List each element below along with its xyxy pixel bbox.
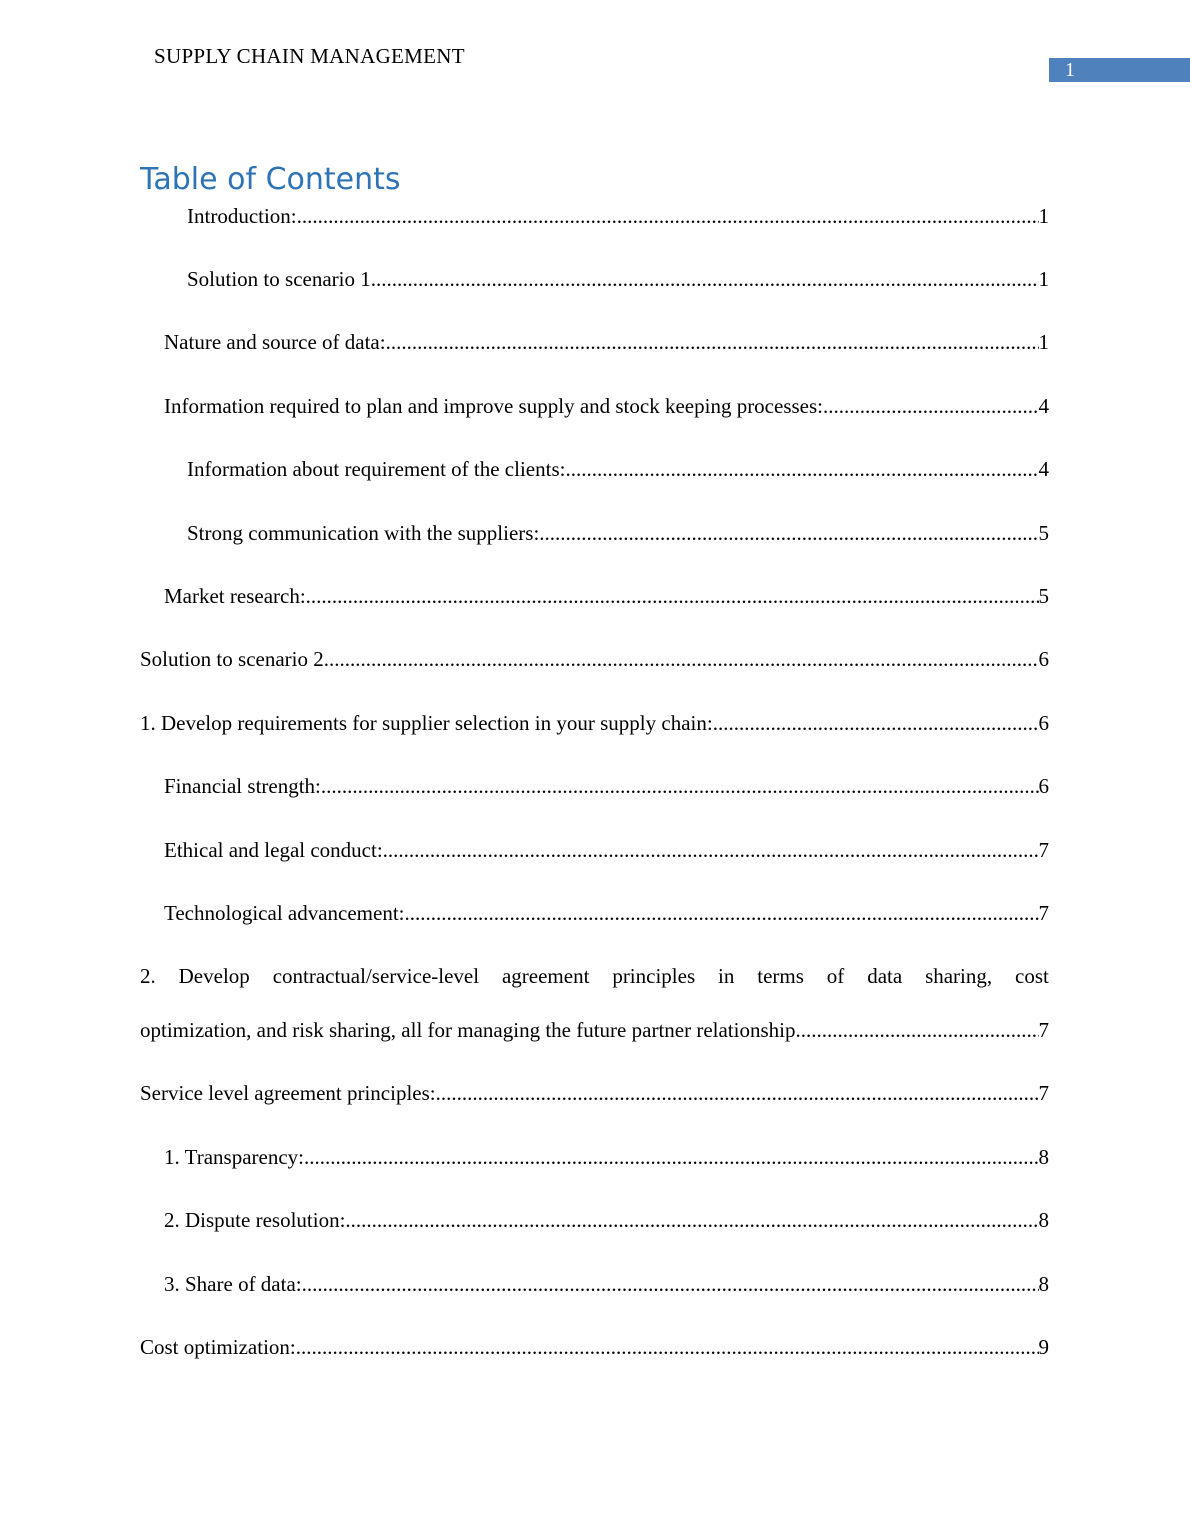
toc-leader-dots [405,899,1039,927]
toc-leader-dots [304,1143,1039,1171]
toc-entry[interactable] [164,328,1049,356]
toc-entry-page: 6 [1038,711,1049,735]
toc-word: agreement [501,964,590,988]
toc-entry-line-1 [140,962,1049,990]
toc-entry-label: Technological advancement: [164,901,405,925]
toc-entry-label: Introduction: [187,204,297,228]
toc-entry-page: 1 [1038,267,1049,291]
toc-entry-label: Market research: [164,584,306,608]
toc-entry-label: Solution to scenario 2 [140,647,324,671]
toc-leader-dots [321,772,1039,800]
toc-entry-line-2 [140,1016,1049,1044]
toc-entry[interactable] [164,392,1049,420]
toc-entry[interactable] [164,772,1049,800]
toc-word: cost [1015,964,1049,988]
toc-leader-dots [296,1333,1039,1361]
toc-leader-dots [383,836,1039,864]
toc-entry-label: Nature and source of data: [164,330,386,354]
toc-entry-multiline[interactable] [140,962,1049,1044]
toc-leader-dots [801,1016,1039,1044]
toc-leader-dots [297,202,1039,230]
toc-entry-page: 8 [1038,1208,1049,1232]
toc-entry-label: 2. Dispute resolution: [164,1208,346,1232]
toc-entry-page: 1 [1038,204,1049,228]
toc-entry[interactable] [187,202,1049,230]
toc-entry-label: Ethical and legal conduct: [164,838,383,862]
toc-entry[interactable] [187,455,1049,483]
toc-entry-label: Cost optimization: [140,1335,296,1359]
toc-leader-dots [345,1206,1038,1234]
toc-entry-page: 7 [1038,1081,1049,1105]
toc-word: Develop [178,964,250,988]
toc-leader-dots [823,392,1039,420]
toc-word: in [718,964,735,988]
toc-entry-page: 6 [1038,647,1049,671]
toc-entry-page: 8 [1038,1145,1049,1169]
toc-entry[interactable] [140,1333,1049,1361]
toc-entry-label: 1. Develop requirements for supplier selection in your supply chain: [140,711,713,735]
page-number-badge: 1 [1049,58,1190,82]
toc-entry-page: 7 [1038,901,1049,925]
toc-entry[interactable] [140,1079,1049,1107]
toc-word: principles [612,964,696,988]
toc-entry-page: 4 [1038,394,1049,418]
toc-entry-page: 8 [1038,1272,1049,1296]
toc-entry-label: Financial strength: [164,774,321,798]
toc-entry-page: 7 [1038,1018,1049,1042]
toc-entry[interactable] [140,645,1049,673]
toc-entry-label: Solution to scenario 1 [187,267,371,291]
toc-entry-page: 6 [1038,774,1049,798]
toc-entry[interactable] [164,1206,1049,1234]
toc-entry-label: Information about requirement of the clients: [187,457,566,481]
toc-entry[interactable] [164,582,1049,610]
toc-word: sharing, [925,964,993,988]
toc-leader-dots [539,519,1038,547]
toc-leader-dots [306,582,1039,610]
toc-leader-dots [324,645,1039,673]
toc-entry[interactable] [164,899,1049,927]
running-header-title: SUPPLY CHAIN MANAGEMENT [154,44,465,68]
toc-entry-page: 9 [1038,1335,1049,1359]
toc-entry[interactable] [164,1143,1049,1171]
toc-entry-label: 1. Transparency: [164,1145,304,1169]
toc-entry[interactable] [187,265,1049,293]
toc-entry-page: 5 [1038,521,1049,545]
toc-entry-page: 4 [1038,457,1049,481]
toc-leader-dots [565,455,1038,483]
toc-heading: Table of Contents [140,162,401,197]
toc-entry[interactable] [164,1270,1049,1298]
toc-entry-label: Strong communication with the suppliers: [187,521,540,545]
toc-entry-label: Information required to plan and improve supply and stock keeping processes: [164,394,823,418]
toc-leader-dots [386,328,1039,356]
toc-entry-label: optimization, and risk sharing, all for managing the future partner relationship. [140,1018,801,1042]
toc-entry[interactable] [140,709,1049,737]
toc-entry-label: Service level agreement principles: [140,1081,436,1105]
toc-leader-dots [436,1079,1039,1107]
toc-entry-page: 5 [1038,584,1049,608]
toc-word: contractual/service-level [272,964,480,988]
toc-word: of [826,964,845,988]
toc-entry[interactable] [164,836,1049,864]
toc-leader-dots [302,1270,1039,1298]
toc-entry-page: 7 [1038,838,1049,862]
toc-entry[interactable] [187,519,1049,547]
toc-word: 2. [140,964,156,988]
toc-word: data [867,964,903,988]
toc-leader-dots [371,265,1039,293]
toc-word: terms [757,964,804,988]
toc-entry-page: 1 [1038,330,1049,354]
toc-leader-dots [713,709,1039,737]
toc-entry-label: 3. Share of data: [164,1272,302,1296]
